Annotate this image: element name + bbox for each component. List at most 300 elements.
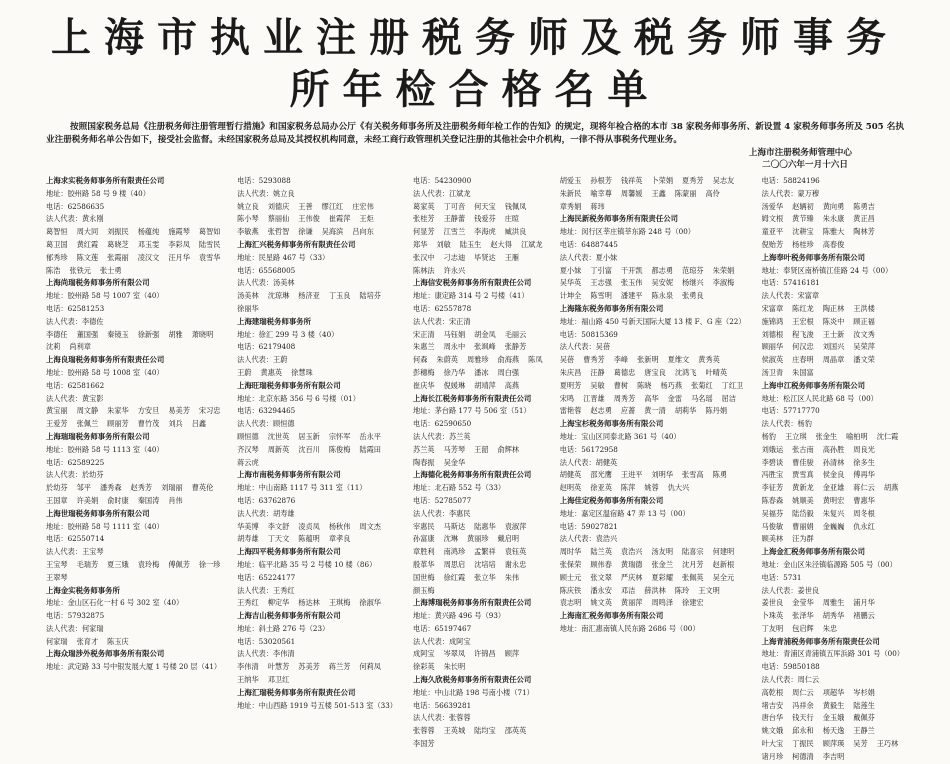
practitioner-name: 仇永红 xyxy=(853,521,875,531)
firm-phone: 电话：63762876 xyxy=(237,495,296,505)
practitioner-name: 居玉新 xyxy=(298,431,320,441)
firm-legal-rep: 法人代表：汤美林 xyxy=(237,278,295,288)
practitioner-name: 王雁 xyxy=(504,252,520,262)
practitioner-name: 何显芳 xyxy=(413,227,435,237)
practitioner-name: 周秀芳 xyxy=(613,393,636,403)
practitioner-name: 陈凤 xyxy=(528,355,543,365)
practitioner-name: 吕向东 xyxy=(352,227,374,237)
practitioner-name: 潘文荣 xyxy=(853,355,875,365)
firm-legal-rep: 法人代表：黄永刚 xyxy=(46,214,104,224)
practitioner-name: 吴芳 xyxy=(853,739,868,749)
practitioner-name: 易美芳 xyxy=(168,406,190,416)
practitioner-name: 王静蕾 xyxy=(443,214,466,224)
practitioner-name: 秦国涛 xyxy=(137,495,160,505)
practitioner-name: 夏小妹 xyxy=(559,265,582,275)
practitioner-name: 何建明 xyxy=(712,547,735,557)
practitioner-name: 高春俊 xyxy=(822,239,845,249)
practitioner-name: 王善 xyxy=(298,201,313,211)
firm-name: 上海南汇税务师事务所有限公司 xyxy=(559,611,664,621)
practitioner-name: 张育才 xyxy=(76,636,99,646)
practitioner-name: 童亚平 xyxy=(761,227,784,237)
firm-name: 上海四平税务师事务所有限公司 xyxy=(237,547,341,557)
practitioner-name: 徐建宏 xyxy=(682,598,704,608)
practitioner-name: 贾雪真 xyxy=(792,470,814,480)
practitioner-name: 胡燕 xyxy=(883,483,899,493)
practitioner-name: 许锦昌 xyxy=(474,649,496,659)
practitioner-name: 齐汉琴 xyxy=(237,444,259,454)
practitioner-name: 徐多生 xyxy=(853,457,875,467)
practitioner-name: 王文明 xyxy=(698,585,720,595)
practitioner-name: 朱新民 xyxy=(559,188,582,198)
practitioner-name: 潘永安 xyxy=(590,585,612,595)
practitioner-names xyxy=(237,201,397,239)
practitioner-name: 邵英英 xyxy=(504,726,527,736)
practitioner-name: 王纳华 xyxy=(237,675,259,685)
firm-address: 地址：闵行区莘庄镇莘东路 248 号（00） xyxy=(559,227,695,237)
practitioner-name: 张菊红 xyxy=(691,380,713,390)
firm-address: 地址：中山西路 1919 号五楼 501-513 室（33） xyxy=(237,700,397,710)
practitioner-name: 颜玉梅 xyxy=(413,585,435,595)
practitioner-name: 俞海燕 xyxy=(497,355,520,365)
practitioner-name: 姜世良 xyxy=(761,598,784,608)
practitioner-name: 杨豹 xyxy=(761,431,776,441)
practitioner-name: 刘瑞丽 xyxy=(161,483,183,493)
firm-phone: 电话：5293088 xyxy=(237,176,291,185)
practitioner-name: 计坤全 xyxy=(559,291,582,301)
practitioner-name: 葛智恒 xyxy=(46,227,68,237)
practitioner-name: 喻柏明 xyxy=(846,431,868,441)
practitioner-name: 柳定华 xyxy=(267,598,290,608)
practitioner-name: 张玉伟 xyxy=(620,278,643,288)
practitioner-name: 周冬根 xyxy=(853,508,875,518)
practitioner-name: 汤爱华 xyxy=(761,201,784,211)
practitioner-name: 戴启明 xyxy=(497,534,520,544)
practitioner-name: 汪静 xyxy=(590,367,605,377)
firm-name: 上海旺瑞税务师事务所有限公司 xyxy=(237,380,341,390)
firm-name: 上海青浦税务师事务所有限责任公司 xyxy=(761,636,880,646)
firm-address: 地址：南汇惠南镇人民东路 2686 号（00） xyxy=(559,623,700,633)
practitioner-name: 吴华英 xyxy=(559,278,582,288)
practitioner-names xyxy=(237,290,397,316)
practitioner-name: 陈萍 xyxy=(620,483,636,493)
practitioner-name: 曹丽娟 xyxy=(792,521,814,531)
practitioner-name: 葛德忠 xyxy=(613,367,636,377)
practitioner-name: 苏兰英 xyxy=(413,444,435,454)
practitioner-name: 张立华 xyxy=(474,572,496,582)
practitioner-names xyxy=(413,444,544,470)
practitioner-name: 杨达林 xyxy=(298,598,320,608)
practitioner-name: 赵大得 xyxy=(490,239,512,249)
practitioner-name: 徐彩英 xyxy=(413,662,435,672)
practitioner-name: 姚顺美 xyxy=(792,495,814,505)
firm-entry xyxy=(762,636,904,764)
practitioner-names xyxy=(46,559,221,585)
practitioner-name: 华美博 xyxy=(237,521,259,531)
firm-address: 地址：胶州路 58 号 9 楼（40） xyxy=(46,188,150,198)
practitioner-name: 毛丽云 xyxy=(504,329,527,339)
firm-entry xyxy=(46,431,221,508)
firm-legal-rep: 法人代表：姚立良 xyxy=(237,188,295,198)
firm-name: 上海汇瑞税务师事务所有限责任公司 xyxy=(237,687,356,697)
firm-address: 地址：徐汇 299 号 3 楼（40） xyxy=(237,329,339,339)
firm-entry xyxy=(46,508,221,585)
firm-legal-rep: 法人代表：何家瑞 xyxy=(46,623,104,633)
practitioner-name: 顾萍 xyxy=(504,649,520,659)
firm-name: 上海申江税务师事务所有限公司 xyxy=(761,380,866,390)
practitioner-name: 杨巧燕 xyxy=(660,380,683,390)
firm-entry xyxy=(237,546,397,610)
firm-name: 上海金汇税务师事务所有限公司 xyxy=(761,547,866,557)
practitioner-name: 江斌龙 xyxy=(520,239,543,249)
firm-legal-rep: 法人代表：李伟清 xyxy=(237,649,295,659)
practitioner-name: 刘德庆 xyxy=(267,201,290,211)
practitioner-name: 张哲智 xyxy=(267,227,290,237)
firm-phone: 电话：50815369 xyxy=(559,329,618,339)
firm-entry xyxy=(413,393,544,470)
practitioner-name: 刘兵 xyxy=(168,419,183,429)
firm-phone: 电话：56172958 xyxy=(559,444,618,454)
firm-phone: 电话：59850188 xyxy=(761,662,820,672)
firm-entry xyxy=(560,418,746,495)
practitioner-name: 许美娟 xyxy=(76,495,99,505)
practitioner-name: 周白强 xyxy=(497,367,520,377)
practitioner-name: 王鑫 xyxy=(651,188,666,198)
firm-entry xyxy=(560,610,746,636)
practitioner-name: 王国章 xyxy=(46,495,68,505)
practitioner-name: 高燕 xyxy=(504,380,520,390)
practitioner-name: 何森 xyxy=(413,355,428,365)
practitioner-names xyxy=(413,329,544,393)
practitioner-name: 王琪梅 xyxy=(328,598,351,608)
practitioner-name: 金莹华 xyxy=(792,598,814,608)
practitioner-name: 朱永康 xyxy=(822,214,845,224)
practitioner-name: 陆喜宗 xyxy=(682,547,704,557)
practitioner-name: 李峰 xyxy=(613,355,629,365)
firm-entry xyxy=(413,597,544,674)
practitioner-name: 李文舒 xyxy=(267,521,290,531)
practitioner-name: 刁志迪 xyxy=(443,252,466,262)
practitioner-name: 苏美芳 xyxy=(298,662,320,672)
practitioner-name: 陶春振 xyxy=(413,457,435,467)
practitioner-name: 江晋雄 xyxy=(583,393,605,403)
firm-name: 上海隆东税务师事务所有限公司 xyxy=(559,303,664,313)
signature-block xyxy=(46,147,904,171)
practitioner-name: 王宝琴 xyxy=(46,559,68,569)
firm-name: 上海奉叶税务师事务所有限公司 xyxy=(761,252,866,262)
practitioner-name: 宋富章 xyxy=(761,303,784,313)
practitioner-name: 国世梅 xyxy=(413,572,435,582)
practitioner-name: 宰惠民 xyxy=(413,521,435,531)
practitioner-name: 吴全元 xyxy=(712,572,735,582)
practitioner-name: 姆文根 xyxy=(761,214,784,224)
practitioner-name: 钱佩凤 xyxy=(504,201,527,211)
practitioner-name: 沈百川 xyxy=(298,444,320,454)
practitioner-name: 金玉娥 xyxy=(822,713,845,723)
firm-legal-rep: 法人代表：黄宝影 xyxy=(46,393,104,403)
firm-address: 地址：武定路 33 号中银发展大厦 1 号楼 20 层（41） xyxy=(46,662,222,672)
practitioner-name: 秦镜玉 xyxy=(107,329,129,339)
practitioner-name: 刘振民 xyxy=(107,227,129,237)
practitioner-name: 沈培培 xyxy=(474,559,496,569)
firm-phone: 电话：62590650 xyxy=(413,419,472,429)
firm-address: 地址：胶州路 58 号 1007 室（40） xyxy=(46,291,164,301)
practitioner-name: 周时华 xyxy=(559,547,582,557)
firm-name: 上海汇兴税务师事务所有限责任公司 xyxy=(237,239,356,249)
practitioner-name: 王蔚 xyxy=(237,367,252,377)
firm-entry xyxy=(560,213,746,303)
practitioner-name: 王伟俊 xyxy=(298,214,320,224)
practitioner-name: 徐亚英 xyxy=(590,483,612,493)
firm-phone: 电话：62550714 xyxy=(46,534,105,544)
practitioner-name: 周思启 xyxy=(443,559,466,569)
practitioner-name: 周雅珍 xyxy=(466,355,489,365)
firm-phone: 电话：5731 xyxy=(761,572,802,582)
practitioner-name: 陈蕴明 xyxy=(298,534,320,544)
practitioner-name: 董国强 xyxy=(76,329,99,339)
practitioner-name: 黄丽萍 xyxy=(620,598,643,608)
practitioner-name: 蔡丽仙 xyxy=(267,214,290,224)
firm-phone: 电话：62557878 xyxy=(413,303,472,313)
practitioner-name: 施锦鸿 xyxy=(761,316,784,326)
firm-address: 地址：胶州路 58 号 1111 室（40） xyxy=(46,521,164,531)
firm-name: 上海求实税务师事务所有限责任公司 xyxy=(46,176,165,185)
practitioner-name: 姚文娥 xyxy=(761,726,784,736)
practitioner-name: 王士新 xyxy=(822,329,845,339)
practitioner-name: 都志勇 xyxy=(651,265,674,275)
practitioner-name: 周大同 xyxy=(76,227,99,237)
practitioner-name: 吴海滨 xyxy=(321,227,344,237)
firm-phone: 电话：65197467 xyxy=(413,623,472,633)
practitioner-name: 屈洁 xyxy=(721,393,737,403)
firm-phone: 电话：62179408 xyxy=(237,342,296,352)
firm-entry xyxy=(237,687,397,713)
practitioner-name: 何家瑞 xyxy=(46,636,68,646)
firm-legal-rep: 法人代表：胡寿雄 xyxy=(237,508,295,518)
practitioner-name: 曹英伦 xyxy=(191,483,214,493)
practitioner-name: 吕鑫 xyxy=(191,419,207,429)
practitioner-name: 王炬 xyxy=(359,214,374,224)
practitioner-name: 陈浩 xyxy=(46,265,61,275)
practitioner-name: 李征芳 xyxy=(761,483,784,493)
firm-entry xyxy=(413,469,544,597)
firm-address: 地址：中山北路 198 号南小楼（71） xyxy=(413,687,534,697)
practitioner-name: 袁雪华 xyxy=(198,252,221,262)
practitioner-name: 张静芳 xyxy=(504,342,527,352)
practitioner-name: 丁天文 xyxy=(267,534,290,544)
practitioner-name: 金雷 xyxy=(667,393,683,403)
practitioner-name: 黄毅生 xyxy=(822,700,845,710)
practitioner-name: 陈勇吉 xyxy=(853,201,875,211)
practitioner-name: 周晶章 xyxy=(822,355,845,365)
practitioner-name: 黄正昌 xyxy=(853,214,875,224)
firm-address: 地址：福山路 450 号新天国际大厦 13 楼 F、G 座（22） xyxy=(559,316,746,326)
firm-address: 地址：茅台路 177 号 506 室（51） xyxy=(413,406,531,416)
practitioner-name: 张霞丽 xyxy=(107,252,129,262)
firm-entry xyxy=(237,610,397,687)
firm-entry xyxy=(46,175,221,277)
firm-entry xyxy=(413,277,544,392)
practitioner-name: 胡秀华 xyxy=(822,611,845,621)
practitioner-name: 夏维文 xyxy=(667,355,690,365)
firm-phone: 电话：57717770 xyxy=(761,406,820,416)
practitioner-names xyxy=(413,521,544,598)
firm-entry xyxy=(560,303,746,418)
practitioner-name: 章孝良 xyxy=(328,534,351,544)
practitioner-name: 陈勇 xyxy=(712,470,728,480)
practitioner-name: 王宏根 xyxy=(792,316,814,326)
practitioner-name: 周仁云 xyxy=(792,687,814,697)
firm-entry xyxy=(413,175,544,277)
firm-name: 上海德化税务师事务所有限责任公司 xyxy=(413,470,532,480)
firm-entry xyxy=(237,469,397,546)
practitioner-name: 雷艳蓉 xyxy=(559,406,582,416)
practitioner-name: 何汉忠 xyxy=(792,342,814,352)
firm-entry xyxy=(237,380,397,470)
firm-name: 上海尚瑞税务师事务所有限公司 xyxy=(46,278,150,288)
firm-listing xyxy=(46,175,904,761)
practitioner-name: 殷革华 xyxy=(413,559,435,569)
practitioner-name: 冯祥余 xyxy=(792,700,814,710)
practitioner-names xyxy=(413,648,544,674)
practitioner-name: 方安旦 xyxy=(137,406,160,416)
practitioner-name: 崔霞萍 xyxy=(328,214,351,224)
practitioner-name: 蒋云虎 xyxy=(237,457,259,467)
practitioner-name: 陆玉生 xyxy=(459,239,482,249)
practitioner-name: 杨天逸 xyxy=(822,726,845,736)
practitioner-names xyxy=(46,636,221,649)
firm-address: 地址：青浦区青浦镇五厍浜路 301 号（00） xyxy=(761,649,904,659)
firm-entry xyxy=(46,648,221,674)
firm-phone: 电话：54230900 xyxy=(413,176,472,185)
practitioner-name: 王志强 xyxy=(590,278,612,288)
practitioner-name: 何天宝 xyxy=(474,201,496,211)
practitioner-name: 萧晓明 xyxy=(191,329,214,339)
practitioner-name: 朱长明 xyxy=(443,662,466,672)
firm-address: 地址：松江区人民北路 68 号（00） xyxy=(761,393,878,403)
practitioner-name: 汝文秀 xyxy=(853,329,875,339)
practitioner-name: 钱爱芬 xyxy=(474,214,496,224)
practitioner-name: 陆雪民 xyxy=(198,239,221,249)
practitioner-name: 严庆林 xyxy=(620,572,643,582)
practitioner-name: 包启辉 xyxy=(792,623,814,633)
practitioner-name: 丁振民 xyxy=(792,739,814,749)
practitioner-name: 柯德清 xyxy=(792,751,814,761)
practitioner-name: 孙富康 xyxy=(413,534,435,544)
practitioner-name: 王立琪 xyxy=(784,431,807,441)
practitioner-name: 孙根芳 xyxy=(590,176,612,185)
practitioner-name: 曹佳骏 xyxy=(792,457,814,467)
practitioner-name: 李海虎 xyxy=(474,227,496,237)
firm-name: 上海信安税务师事务所有限责任公司 xyxy=(413,278,532,288)
practitioner-name: 陶林芳 xyxy=(853,227,875,237)
practitioner-name: 李淑梅 xyxy=(712,278,735,288)
practitioner-name: 刘明华 xyxy=(651,470,674,480)
firm-legal-rep: 法人代表：於幼芬 xyxy=(46,470,104,480)
practitioner-name: 夏彩耀 xyxy=(651,572,674,582)
practitioner-name: 吴荣萍 xyxy=(853,342,875,352)
firm-address: 地址：宝山区同泰北路 361 号（40） xyxy=(559,431,681,441)
practitioner-name: 孟繁祥 xyxy=(474,547,496,557)
practitioner-name: 岑翠凤 xyxy=(443,649,466,659)
practitioner-name: 张新明 xyxy=(637,355,659,365)
firm-address: 地址：斜土路 276 号（23） xyxy=(237,623,330,633)
practitioner-name: 吴志友 xyxy=(712,176,735,185)
practitioner-name: 周文静 xyxy=(76,406,99,416)
practitioner-names xyxy=(46,405,221,431)
firm-entry xyxy=(762,546,904,636)
practitioner-name: 叶晴英 xyxy=(705,367,728,377)
practitioner-name: 陆培芬 xyxy=(359,291,381,301)
practitioner-name: 张古南 xyxy=(792,444,814,454)
practitioner-name: 王静兰 xyxy=(853,726,875,736)
practitioner-name: 朱庆昌 xyxy=(559,367,582,377)
practitioner-name: 侯淑英 xyxy=(761,355,784,365)
practitioner-name: 张铁元 xyxy=(69,265,91,275)
practitioner-names xyxy=(46,226,221,277)
practitioner-name: 袁玲梅 xyxy=(137,559,160,569)
firm-name: 上海众瑞涉外税务师事务所有限公司 xyxy=(46,649,165,659)
practitioner-name: 胡靖萍 xyxy=(474,380,496,390)
practitioner-name: 俞辉林 xyxy=(497,444,520,454)
practitioner-name: 夏明芳 xyxy=(559,380,582,390)
practitioner-name: 袁志明 xyxy=(559,598,582,608)
practitioner-name: 张雪高 xyxy=(682,470,704,480)
practitioner-name: 张蓉蓉 xyxy=(413,726,435,736)
firm-legal-rep: 法人代表：杨豹 xyxy=(761,419,812,429)
practitioner-name: 沈月芳 xyxy=(682,559,704,569)
practitioner-name: 宋鸣 xyxy=(559,393,575,403)
practitioner-name: 钱祥英 xyxy=(620,176,643,185)
practitioner-name: 陆莲生 xyxy=(853,700,875,710)
practitioner-name: 顾士元 xyxy=(559,572,582,582)
practitioner-name: 宋习忠 xyxy=(198,406,221,416)
practitioner-name: 徐丽华 xyxy=(237,303,259,313)
practitioner-name: 俞时康 xyxy=(107,495,129,505)
practitioner-name: 张汉中 xyxy=(413,252,435,262)
practitioner-name: 汪月华 xyxy=(168,252,190,262)
practitioner-name: 李国芳 xyxy=(413,739,435,749)
practitioner-name: 朱伟 xyxy=(504,572,520,582)
firm-phone: 电话：63294465 xyxy=(237,406,296,416)
practitioner-name: 黄瑞德 xyxy=(620,559,643,569)
practitioner-name: 黄向勇 xyxy=(822,201,845,211)
practitioner-name: 潘秀森 xyxy=(99,483,122,493)
practitioner-name: 黄节臻 xyxy=(792,214,814,224)
practitioner-name: 陈雪明 xyxy=(590,291,612,301)
practitioner-name: 崔庆华 xyxy=(413,380,435,390)
practitioner-name: 陈雅大 xyxy=(822,227,845,237)
practitioner-name: 胡金凤 xyxy=(474,329,496,339)
practitioner-name: 陈蒙丽 xyxy=(674,188,697,198)
practitioner-name: 曹秀芳 xyxy=(583,355,605,365)
practitioner-name: 朱荣娟 xyxy=(712,265,735,275)
practitioner-names xyxy=(560,546,746,610)
firm-phone: 电话：65224177 xyxy=(237,572,296,582)
practitioner-name: 倪贻芳 xyxy=(761,239,784,249)
firm-entry xyxy=(762,175,904,252)
practitioner-name: 卜荣娟 xyxy=(651,176,674,185)
practitioner-name: 邱永和 xyxy=(792,726,814,736)
practitioner-name: 沈鸿飞 xyxy=(674,367,697,377)
practitioner-name: 顾萍瑛 xyxy=(822,739,845,749)
practitioner-name: 杨蕴纯 xyxy=(137,227,160,237)
practitioner-name: 朱复兴 xyxy=(822,508,845,518)
practitioner-name: 胡爱玉 xyxy=(559,176,582,185)
practitioner-name: 侯金良 xyxy=(822,470,845,480)
firm-legal-rep: 法人代表：王宝琴 xyxy=(46,547,104,557)
practitioner-names xyxy=(560,354,746,418)
practitioner-name: 唐宝良 xyxy=(644,367,666,377)
